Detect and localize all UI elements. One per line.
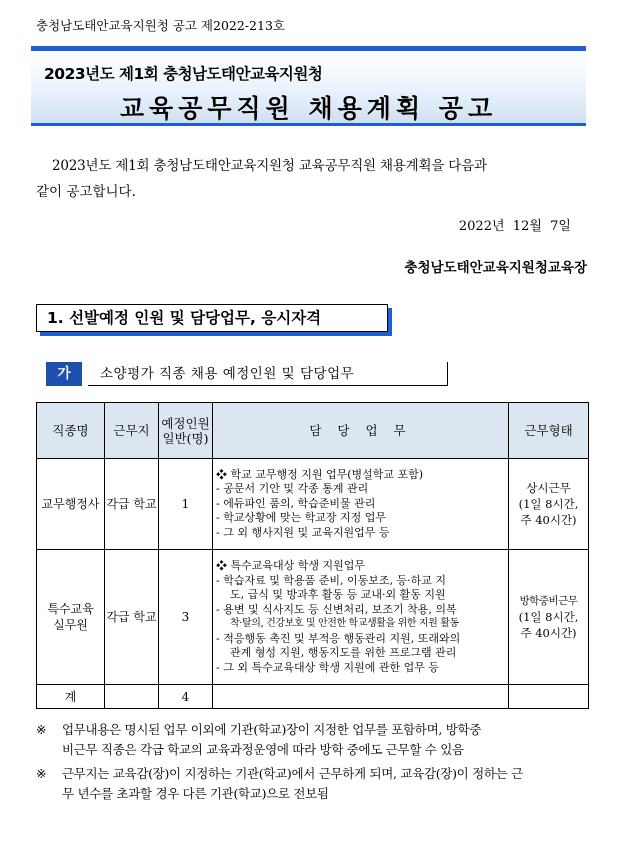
- work-type-line: (1일 8시간,: [518, 610, 579, 624]
- table-row: [37, 550, 589, 685]
- duty-line: - 공문서 기안 및 각종 통계 관리: [216, 482, 369, 496]
- note-line: 비근무 직종은 각급 학교의 교육과정운영에 따라 방학 중에도 근무할 수 있음: [62, 742, 464, 757]
- duty-line: ❖ 학교 교무행정 지원 업무(병설학교 포함): [216, 467, 424, 481]
- note-mark: ※: [36, 722, 47, 737]
- note-item: [36, 720, 591, 760]
- cell-workplace: 각급 학교: [105, 550, 159, 685]
- work-type-line: 상시근무: [526, 481, 571, 495]
- header-count-line1: 예정인원: [161, 415, 210, 431]
- subsection-title: 소양평가 직종 채용 예정인원 및 담당업무: [88, 362, 448, 386]
- note-line: 근무지는 교육감(장)이 지정하는 기관(학교)에서 근무하게 되며, 교육감(장)이 정하는 근: [62, 766, 523, 781]
- cell-workplace: 각급 학교: [105, 459, 159, 550]
- note-text: [62, 720, 591, 760]
- note-line: 업무내용은 명시된 업무 이외에 기관(학교)장이 지정한 업무를 포함하며, 방학중: [62, 722, 482, 737]
- total-count: 4: [159, 685, 213, 709]
- duty-line: ❖ 특수교육대상 학생 지원업무: [216, 559, 366, 572]
- header-duty: 담 당 업 무: [213, 403, 509, 459]
- duty-line: - 그 외 특수교육대상 학생 지원에 관한 업무 등: [216, 660, 439, 674]
- cell-count: 1: [159, 459, 213, 550]
- intro-line-2: 같이 공고합니다.: [36, 184, 136, 200]
- note-item: [36, 764, 591, 804]
- header-job: 직종명: [37, 403, 105, 459]
- table-row: [37, 459, 589, 550]
- header-count: [159, 403, 213, 459]
- table-total-row: [37, 685, 589, 709]
- table-header-row: [37, 403, 589, 459]
- recruitment-table: [36, 402, 589, 709]
- total-empty: [213, 685, 509, 709]
- cell-duties: [213, 459, 509, 550]
- section-heading: 1. 선발예정 인원 및 담당업무, 응시자격: [36, 304, 388, 332]
- intro-paragraph: [36, 153, 591, 205]
- intro-line-1: 2023년도 제1회 충청남도태안교육지원청 교육공무직원 채용계획을 다음과: [52, 158, 487, 174]
- duty-line: - 학습자료 및 학용품 준비, 이동보조, 등·하교 지: [216, 573, 446, 587]
- note-line: 무 년수를 초과할 경우 다른 기관(학교)으로 전보됨: [62, 786, 329, 801]
- job-line: 실무원: [53, 618, 88, 632]
- subsection-badge: 가: [46, 362, 82, 386]
- cell-work-type: [509, 459, 589, 550]
- title-banner: [31, 46, 586, 126]
- notes: [36, 720, 591, 808]
- duty-line: - 적응행동 촉진 및 부적응 행동관리 지원, 또래와의: [216, 631, 461, 645]
- work-type-line: 방학중비근무: [519, 595, 578, 607]
- note-mark: ※: [36, 766, 47, 781]
- issuer-name: 충청남도태안교육지원청교육장: [404, 260, 587, 276]
- cell-count: 3: [159, 550, 213, 685]
- work-type-line: 주 40시간): [520, 513, 577, 527]
- total-label: 계: [37, 685, 105, 709]
- duty-line: - 에듀파인 품의, 학습준비물 관리: [216, 496, 376, 510]
- notice-number: 충청남도태안교육지원청 공고 제2022-213호: [36, 18, 285, 33]
- job-line: 특수교육: [47, 602, 94, 616]
- work-type-line: (1일 8시간,: [518, 497, 579, 511]
- duty-line: 착·탈의, 건강보호 및 안전한 학교생활을 위한 지원 활동: [230, 618, 459, 629]
- total-empty: [105, 685, 159, 709]
- note-text: [62, 764, 591, 804]
- duty-line: - 용변 및 식사지도 등 신변처리, 보조기 착용, 의복: [216, 602, 457, 616]
- work-type-line: 주 40시간): [520, 626, 577, 640]
- title-subheading: 2023년도 제1회 충청남도태안교육지원청: [44, 65, 323, 83]
- duty-line: 도, 급식 및 방과후 활동 등 교내·외 활동 지원: [230, 588, 446, 601]
- cell-duties: [213, 550, 509, 685]
- total-empty: [509, 685, 589, 709]
- header-type: 근무형태: [509, 403, 589, 459]
- cell-work-type: [509, 550, 589, 685]
- duty-line: - 그 외 행사지원 및 교육지원업무 등: [216, 525, 390, 539]
- duty-line: - 학교상황에 맞는 학교장 지정 업무: [216, 511, 386, 525]
- announcement-date: 2022년 12월 7일: [458, 219, 571, 234]
- duty-line: 관계 형성 지원, 행동지도를 위한 프로그램 관리: [230, 646, 457, 659]
- header-count-line2: 일반(명): [162, 430, 209, 446]
- cell-job: 교무행정사: [37, 459, 105, 550]
- header-workplace: 근무지: [105, 403, 159, 459]
- title-main: 교육공무직원 채용계획 공고: [119, 94, 498, 123]
- cell-job: [37, 550, 105, 685]
